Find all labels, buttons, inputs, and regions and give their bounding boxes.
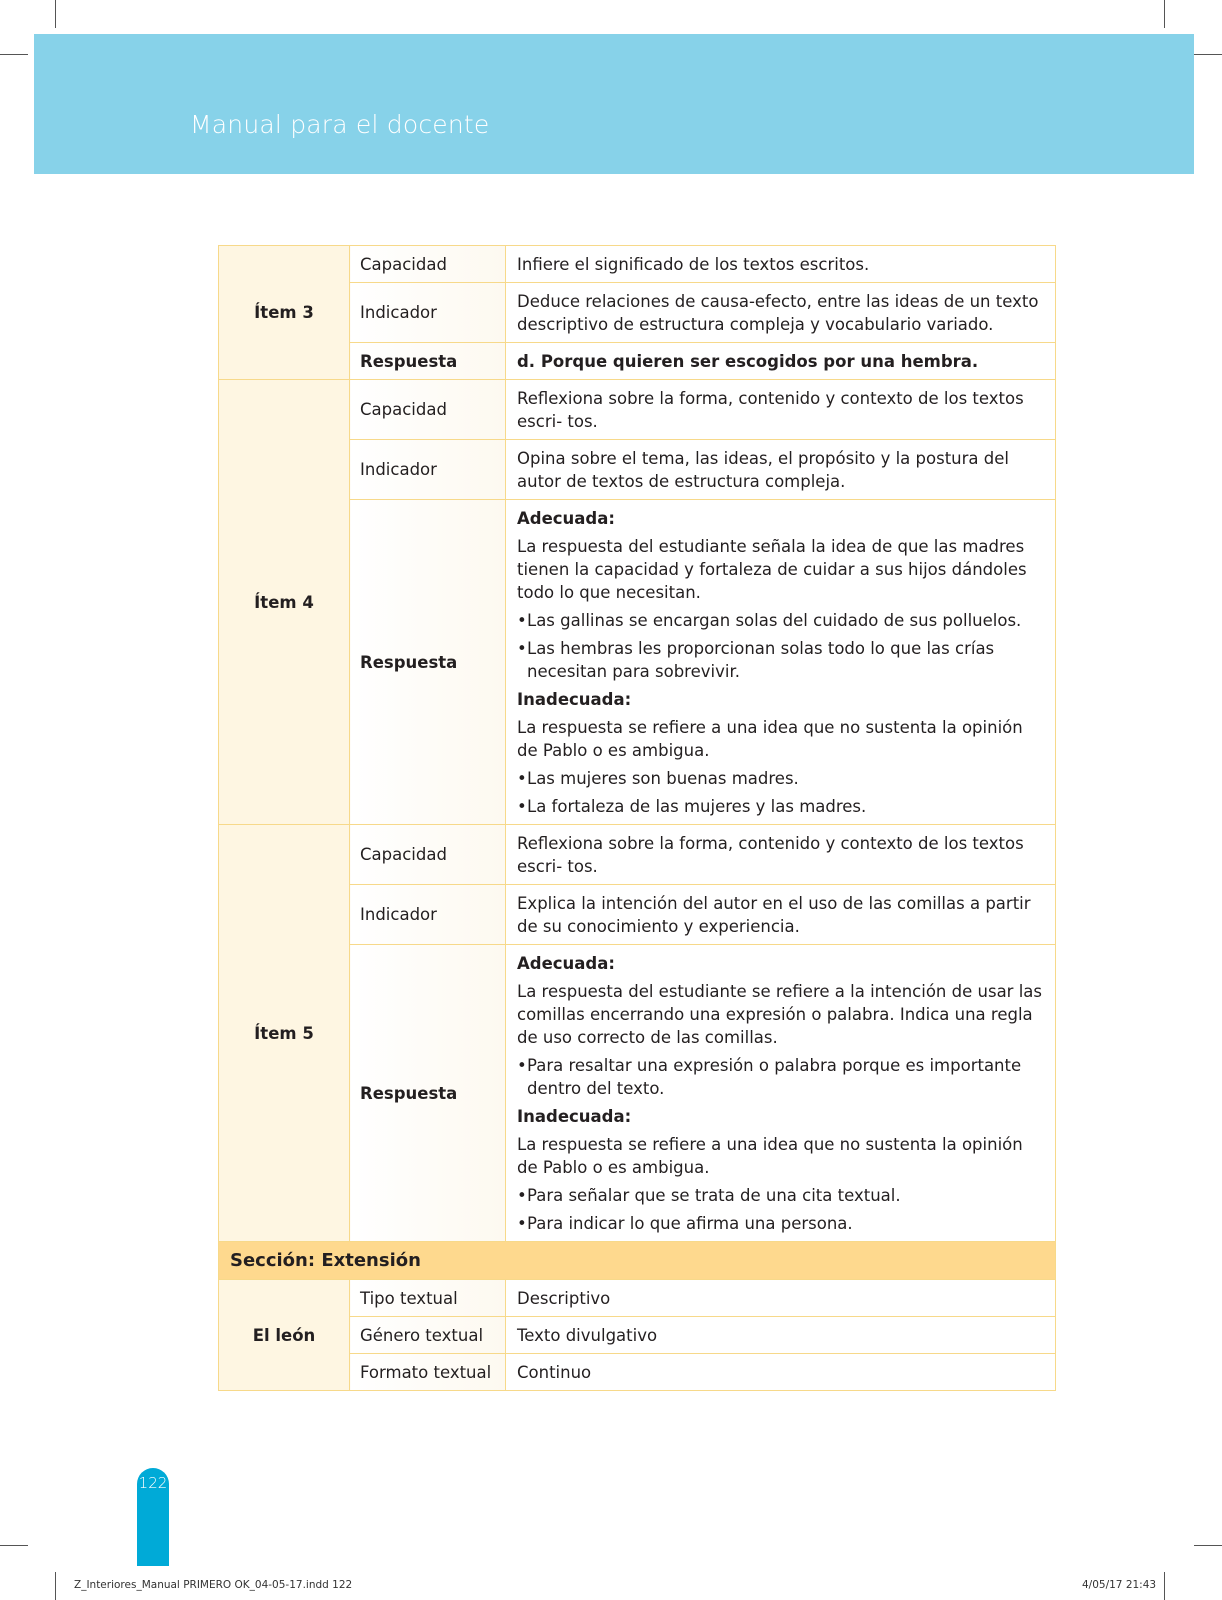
table-row xyxy=(219,1280,1056,1317)
adecuada-text: La respuesta del estudiante se refiere a la intención de usar las comillas encerrando una expresión o palabra. Indica una regla de uso correcto de las comillas. xyxy=(517,982,1042,1047)
inadecuada-heading: Inadecuada: xyxy=(517,690,632,709)
list-item xyxy=(517,1212,1045,1235)
inadecuada-text: La respuesta se refiere a una idea que no sustenta la opinión de Pablo o es ambigua. xyxy=(517,718,1023,760)
print-slug-file: Z_Interiores_Manual PRIMERO OK_04-05-17.indd 122 xyxy=(74,1579,353,1591)
indicador-text: Explica la intención del autor en el uso de las comillas a partir de su conocimiento y experiencia. xyxy=(506,885,1056,945)
crop-mark xyxy=(1194,1545,1222,1546)
respuesta-block xyxy=(506,945,1056,1242)
crop-mark xyxy=(1194,54,1222,55)
item-cell: Ítem 3 xyxy=(219,246,350,380)
bullet-icon: • xyxy=(517,611,527,630)
bullet-icon: • xyxy=(517,797,527,816)
table-row xyxy=(219,825,1056,885)
inadecuada-text: La respuesta se refiere a una idea que no sustenta la opinión de Pablo o es ambigua. xyxy=(517,1135,1023,1177)
row-value: Texto divulgativo xyxy=(506,1317,1056,1354)
row-label: Respuesta xyxy=(350,945,506,1242)
table-row xyxy=(219,246,1056,283)
header-band xyxy=(34,34,1194,174)
row-label: Tipo textual xyxy=(350,1280,506,1317)
section-title: Sección: Extensión xyxy=(219,1242,1056,1280)
list-item xyxy=(517,637,1045,683)
bullet-icon: • xyxy=(517,1056,527,1075)
crop-mark xyxy=(55,0,56,28)
list-item-text: Para indicar lo que afirma una persona. xyxy=(527,1214,853,1233)
respuesta-text: d. Porque quieren ser escogidos por una hembra. xyxy=(506,343,1056,380)
list-item xyxy=(517,767,1045,790)
inadecuada-heading: Inadecuada: xyxy=(517,1107,632,1126)
crop-mark xyxy=(55,1572,56,1600)
row-label: Capacidad xyxy=(350,246,506,283)
crop-mark xyxy=(0,54,28,55)
print-slug-date: 4/05/17 21:43 xyxy=(1082,1579,1157,1591)
row-label: Género textual xyxy=(350,1317,506,1354)
list-item-text: Las gallinas se encargan solas del cuidado de sus polluelos. xyxy=(527,611,1022,630)
row-label: Indicador xyxy=(350,885,506,945)
row-label: Indicador xyxy=(350,440,506,500)
bullet-icon: • xyxy=(517,1186,527,1205)
row-label: Respuesta xyxy=(350,500,506,825)
page-number: 122 xyxy=(138,1474,168,1492)
list-item-text: Para resaltar una expresión o palabra porque es importante dentro del texto. xyxy=(527,1056,1022,1098)
list-item xyxy=(517,609,1045,632)
crop-mark xyxy=(1164,1572,1165,1600)
item-cell: Ítem 4 xyxy=(219,380,350,825)
row-value: Descriptivo xyxy=(506,1280,1056,1317)
row-label: Indicador xyxy=(350,283,506,343)
crop-mark xyxy=(1164,0,1165,28)
capacidad-text: Reflexiona sobre la forma, contenido y contexto de los textos escri- tos. xyxy=(506,380,1056,440)
table-row xyxy=(219,380,1056,440)
indicador-text: Opina sobre el tema, las ideas, el propósito y la postura del autor de textos de estructura compleja. xyxy=(506,440,1056,500)
adecuada-text: La respuesta del estudiante señala la idea de que las madres tienen la capacidad y fortaleza de cuidar a sus hijos dándoles todo lo que necesitan. xyxy=(517,537,1027,602)
bullet-icon: • xyxy=(517,1214,527,1233)
list-item-text: La fortaleza de las mujeres y las madres. xyxy=(527,797,867,816)
list-item-text: Las mujeres son buenas madres. xyxy=(527,769,799,788)
bullet-icon: • xyxy=(517,639,527,658)
adecuada-heading: Adecuada: xyxy=(517,954,615,973)
indicador-text: Deduce relaciones de causa-efecto, entre las ideas de un texto descriptivo de estructura compleja y vocabulario variado. xyxy=(506,283,1056,343)
list-item-text: Para señalar que se trata de una cita textual. xyxy=(527,1186,901,1205)
list-item xyxy=(517,1054,1045,1100)
row-label: Capacidad xyxy=(350,380,506,440)
item-cell: Ítem 5 xyxy=(219,825,350,1242)
row-label: Capacidad xyxy=(350,825,506,885)
section-row xyxy=(219,1242,1056,1280)
row-label: Formato textual xyxy=(350,1354,506,1391)
row-label: Respuesta xyxy=(350,343,506,380)
list-item xyxy=(517,795,1045,818)
list-item-text: Las hembras les proporcionan solas todo lo que las crías necesitan para sobrevivir. xyxy=(527,639,995,681)
capacidad-text: Reflexiona sobre la forma, contenido y contexto de los textos escri- tos. xyxy=(506,825,1056,885)
bullet-icon: • xyxy=(517,769,527,788)
crop-mark xyxy=(0,1545,28,1546)
adecuada-heading: Adecuada: xyxy=(517,509,615,528)
evaluation-table xyxy=(218,245,1056,1391)
capacidad-text: Infiere el significado de los textos escritos. xyxy=(506,246,1056,283)
page-header-title: Manual para el docente xyxy=(190,110,490,139)
list-item xyxy=(517,1184,1045,1207)
row-value: Continuo xyxy=(506,1354,1056,1391)
item-cell: El león xyxy=(219,1280,350,1391)
respuesta-block xyxy=(506,500,1056,825)
